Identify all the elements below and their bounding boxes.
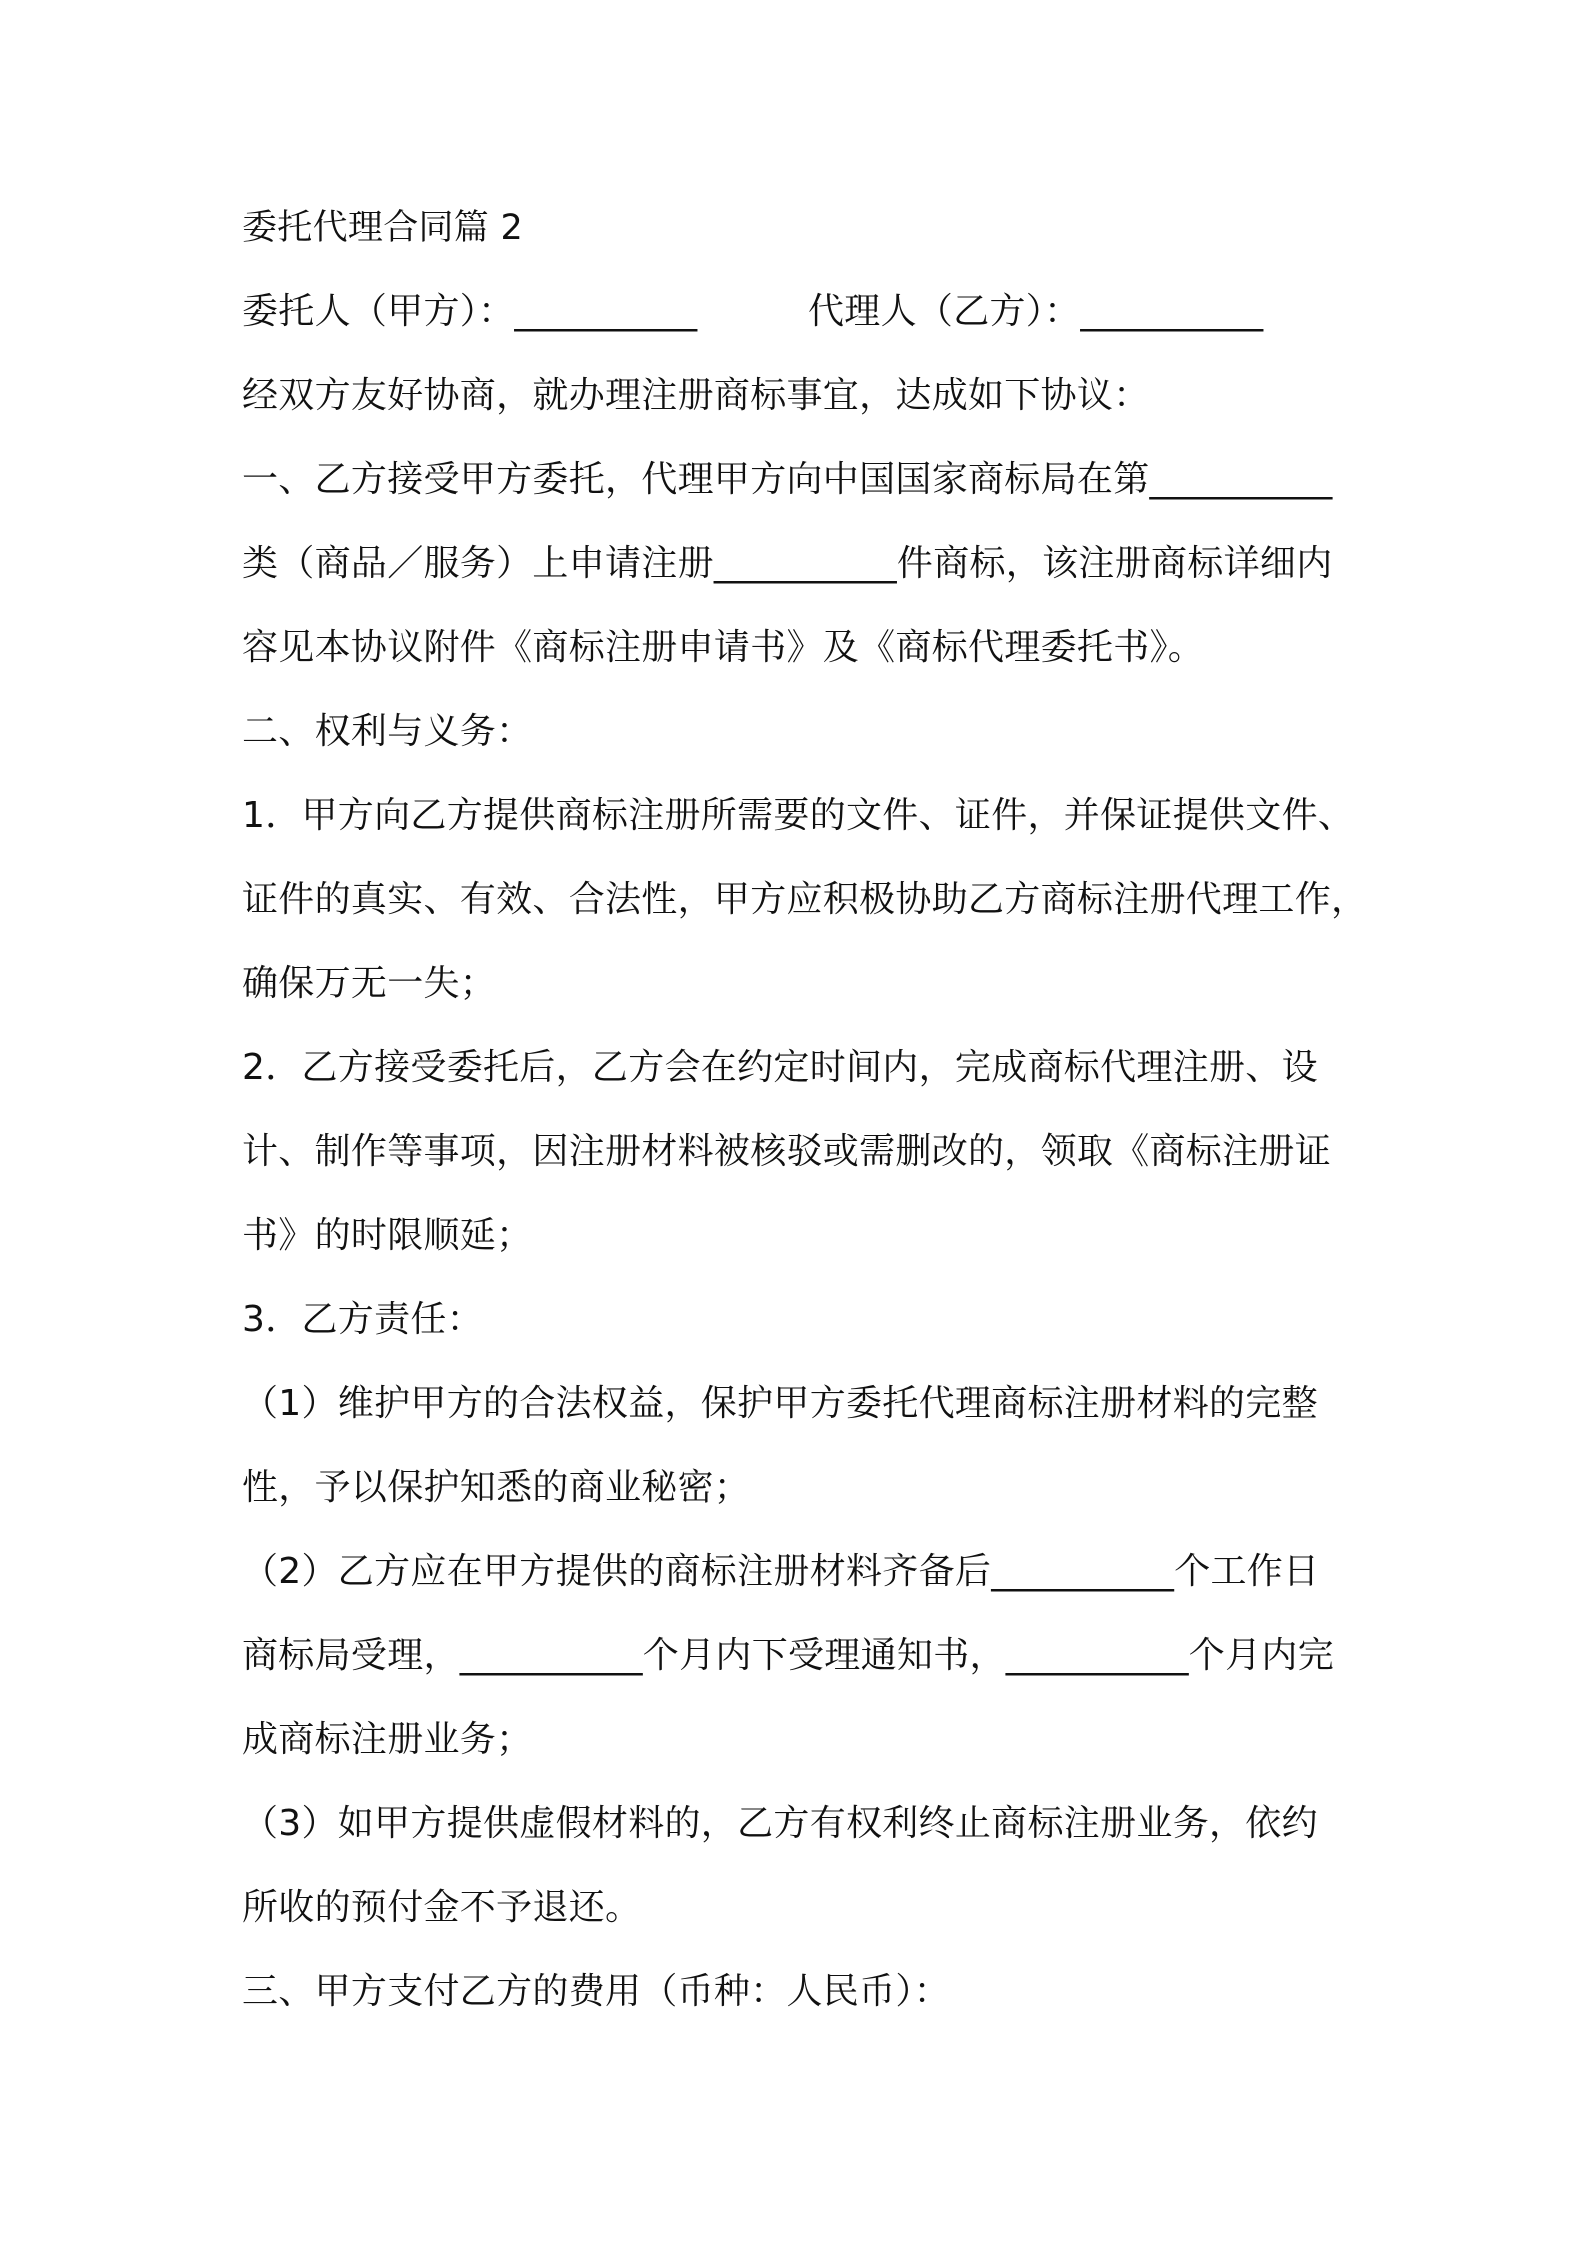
paragraph-line: 书》的时限顺延； — [242, 1215, 533, 1256]
party-a-field: 委托人（甲方）：__________ — [242, 291, 698, 332]
paragraph-line: 经双方友好协商，就办理注册商标事宜，达成如下协议： — [242, 375, 1150, 416]
paragraph-line: 确保万无一失； — [242, 963, 497, 1004]
paragraph-line: 容见本协议附件《商标注册申请书》及《商标代理委托书》。 — [242, 627, 1205, 668]
paragraph-line: （2）乙方应在甲方提供的商标注册材料齐备后__________个工作日 — [242, 1551, 1320, 1592]
paragraph-line: （3）如甲方提供虚假材料的，乙方有权利终止商标注册业务，依约 — [242, 1803, 1318, 1844]
paragraph-line: 成商标注册业务； — [242, 1719, 533, 1760]
paragraph-line: 1．甲方向乙方提供商标注册所需要的文件、证件，并保证提供文件、 — [242, 795, 1355, 836]
paragraph-line: 一、乙方接受甲方委托，代理甲方向中国国家商标局在第__________ — [242, 459, 1333, 500]
paragraph-line: （1）维护甲方的合法权益，保护甲方委托代理商标注册材料的完整 — [242, 1383, 1318, 1424]
paragraph-line: 计、制作等事项，因注册材料被核驳或需删改的，领取《商标注册证 — [242, 1131, 1332, 1172]
party-b-field: 代理人（乙方）：__________ — [808, 291, 1264, 332]
paragraph-line: 证件的真实、有效、合法性，甲方应积极协助乙方商标注册代理工作， — [242, 879, 1368, 920]
document-title: 委托代理合同篇 2 — [242, 208, 524, 248]
section-heading: 三、甲方支付乙方的费用（币种：人民币）： — [242, 1971, 951, 2012]
paragraph-line: 2．乙方接受委托后，乙方会在约定时间内，完成商标代理注册、设 — [242, 1047, 1318, 1088]
section-heading: 3．乙方责任： — [242, 1299, 484, 1340]
paragraph-line: 性，予以保护知悉的商业秘密； — [242, 1467, 751, 1508]
paragraph-line: 商标局受理，__________个月内下受理通知书，__________个月内完 — [242, 1635, 1334, 1676]
paragraph-line: 所收的预付金不予退还。 — [242, 1887, 642, 1928]
paragraph-line: 类（商品／服务）上申请注册__________件商标，该注册商标详细内 — [242, 543, 1333, 584]
section-heading: 二、权利与义务： — [242, 711, 533, 752]
